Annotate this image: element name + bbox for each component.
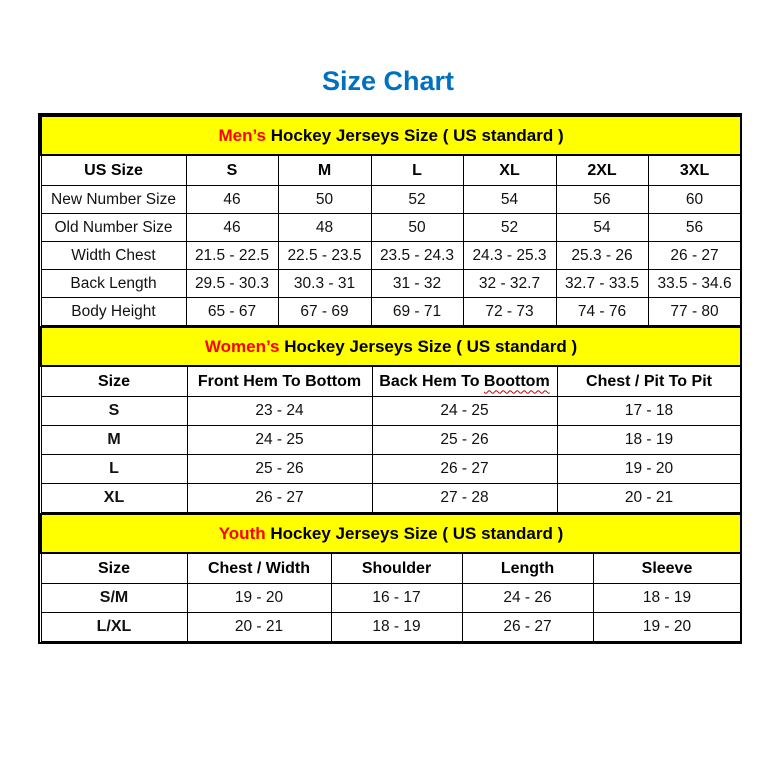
table-cell: 24.3 - 25.3 — [463, 242, 556, 270]
table-cell: 24 - 25 — [372, 397, 557, 426]
youth-row-sm — [41, 584, 741, 613]
table-cell: 77 - 80 — [648, 298, 741, 326]
mens-header-2xl: 2XL — [556, 155, 648, 186]
row-label: Old Number Size — [41, 214, 186, 242]
youth-header-chest-width: Chest / Width — [187, 553, 331, 584]
table-cell: 26 - 27 — [372, 455, 557, 484]
youth-band-highlight: Youth — [218, 523, 266, 543]
row-label: Body Height — [41, 298, 186, 326]
row-label: Width Chest — [41, 242, 186, 270]
table-cell: 50 — [278, 186, 371, 214]
table-cell: 19 - 20 — [593, 613, 741, 642]
table-cell: 29.5 - 30.3 — [186, 270, 278, 298]
table-cell: 69 - 71 — [371, 298, 463, 326]
mens-header-m: M — [278, 155, 371, 186]
table-cell: 20 - 21 — [187, 613, 331, 642]
table-cell: 56 — [648, 214, 741, 242]
table-cell: 18 - 19 — [593, 584, 741, 613]
mens-band-highlight: Men’s — [218, 125, 266, 145]
table-cell: 24 - 26 — [462, 584, 593, 613]
table-cell: 25.3 - 26 — [556, 242, 648, 270]
table-cell: 19 - 20 — [187, 584, 331, 613]
table-cell: 74 - 76 — [556, 298, 648, 326]
youth-header-size: Size — [41, 553, 187, 584]
back-hem-label-part: Back Hem To — [379, 372, 484, 390]
womens-header-chest: Chest / Pit To Pit — [557, 366, 741, 397]
table-cell: 26 - 27 — [187, 484, 372, 513]
table-cell: 32.7 - 33.5 — [556, 270, 648, 298]
table-cell: 18 - 19 — [557, 426, 741, 455]
table-cell: 54 — [556, 214, 648, 242]
womens-header-back-hem — [372, 366, 557, 397]
table-cell: 21.5 - 22.5 — [186, 242, 278, 270]
youth-header-shoulder: Shoulder — [331, 553, 462, 584]
table-cell: 24 - 25 — [187, 426, 372, 455]
mens-header-xl: XL — [463, 155, 556, 186]
mens-header-l: L — [371, 155, 463, 186]
size-chart-frame — [38, 113, 742, 644]
table-cell: 33.5 - 34.6 — [648, 270, 741, 298]
table-cell: 56 — [556, 186, 648, 214]
table-cell: 20 - 21 — [557, 484, 741, 513]
page-title: Size Chart — [321, 66, 455, 96]
mens-row-width-chest — [41, 242, 741, 270]
womens-header-front-hem: Front Hem To Bottom — [187, 366, 372, 397]
youth-band-row — [41, 514, 741, 553]
table-cell: 22.5 - 23.5 — [278, 242, 371, 270]
table-cell: 72 - 73 — [463, 298, 556, 326]
table-cell: 50 — [371, 214, 463, 242]
youth-header-sleeve: Sleeve — [593, 553, 741, 584]
table-cell: 52 — [371, 186, 463, 214]
row-label: L/XL — [41, 613, 187, 642]
table-cell: 25 - 26 — [187, 455, 372, 484]
table-cell: 19 - 20 — [557, 455, 741, 484]
row-label: XL — [41, 484, 187, 513]
womens-band-title — [41, 327, 741, 366]
womens-band-highlight: Women’s — [204, 336, 280, 356]
back-hem-misspelled-word: Boottom — [483, 372, 550, 390]
table-cell: 17 - 18 — [557, 397, 741, 426]
mens-header-us-size: US Size — [41, 155, 186, 186]
table-cell: 67 - 69 — [278, 298, 371, 326]
mens-size-table — [40, 115, 742, 326]
womens-header-row — [41, 366, 741, 397]
table-cell: 52 — [463, 214, 556, 242]
womens-row-xl — [41, 484, 741, 513]
womens-row-m — [41, 426, 741, 455]
table-cell: 27 - 28 — [372, 484, 557, 513]
mens-row-body-height — [41, 298, 741, 326]
youth-header-row — [41, 553, 741, 584]
womens-band-row — [41, 327, 741, 366]
youth-size-table — [40, 513, 742, 642]
table-cell: 26 - 27 — [648, 242, 741, 270]
mens-header-s: S — [186, 155, 278, 186]
table-cell: 60 — [648, 186, 741, 214]
mens-header-row — [41, 155, 741, 186]
womens-band-rest: Hockey Jerseys Size ( US standard ) — [279, 336, 578, 356]
table-cell: 23.5 - 24.3 — [371, 242, 463, 270]
table-cell: 46 — [186, 186, 278, 214]
youth-header-length: Length — [462, 553, 593, 584]
mens-row-old-number-size — [41, 214, 741, 242]
womens-header-size: Size — [41, 366, 187, 397]
row-label: S/M — [41, 584, 187, 613]
womens-row-s — [41, 397, 741, 426]
womens-size-table — [40, 326, 742, 513]
row-label: New Number Size — [41, 186, 186, 214]
youth-band-title — [41, 514, 741, 553]
table-cell: 30.3 - 31 — [278, 270, 371, 298]
table-cell: 31 - 32 — [371, 270, 463, 298]
table-cell: 23 - 24 — [187, 397, 372, 426]
mens-header-3xl: 3XL — [648, 155, 741, 186]
table-cell: 32 - 32.7 — [463, 270, 556, 298]
row-label: Back Length — [41, 270, 186, 298]
row-label: L — [41, 455, 187, 484]
table-cell: 16 - 17 — [331, 584, 462, 613]
table-cell: 65 - 67 — [186, 298, 278, 326]
mens-band-title — [41, 116, 741, 155]
row-label: M — [41, 426, 187, 455]
mens-row-back-length — [41, 270, 741, 298]
table-cell: 54 — [463, 186, 556, 214]
youth-band-rest: Hockey Jerseys Size ( US standard ) — [265, 523, 564, 543]
row-label: S — [41, 397, 187, 426]
table-cell: 25 - 26 — [372, 426, 557, 455]
table-cell: 18 - 19 — [331, 613, 462, 642]
mens-row-new-number-size — [41, 186, 741, 214]
mens-band-row — [41, 116, 741, 155]
table-cell: 48 — [278, 214, 371, 242]
table-cell: 46 — [186, 214, 278, 242]
table-cell: 26 - 27 — [462, 613, 593, 642]
youth-row-lxl — [41, 613, 741, 642]
womens-row-l — [41, 455, 741, 484]
mens-band-rest: Hockey Jerseys Size ( US standard ) — [266, 125, 564, 145]
